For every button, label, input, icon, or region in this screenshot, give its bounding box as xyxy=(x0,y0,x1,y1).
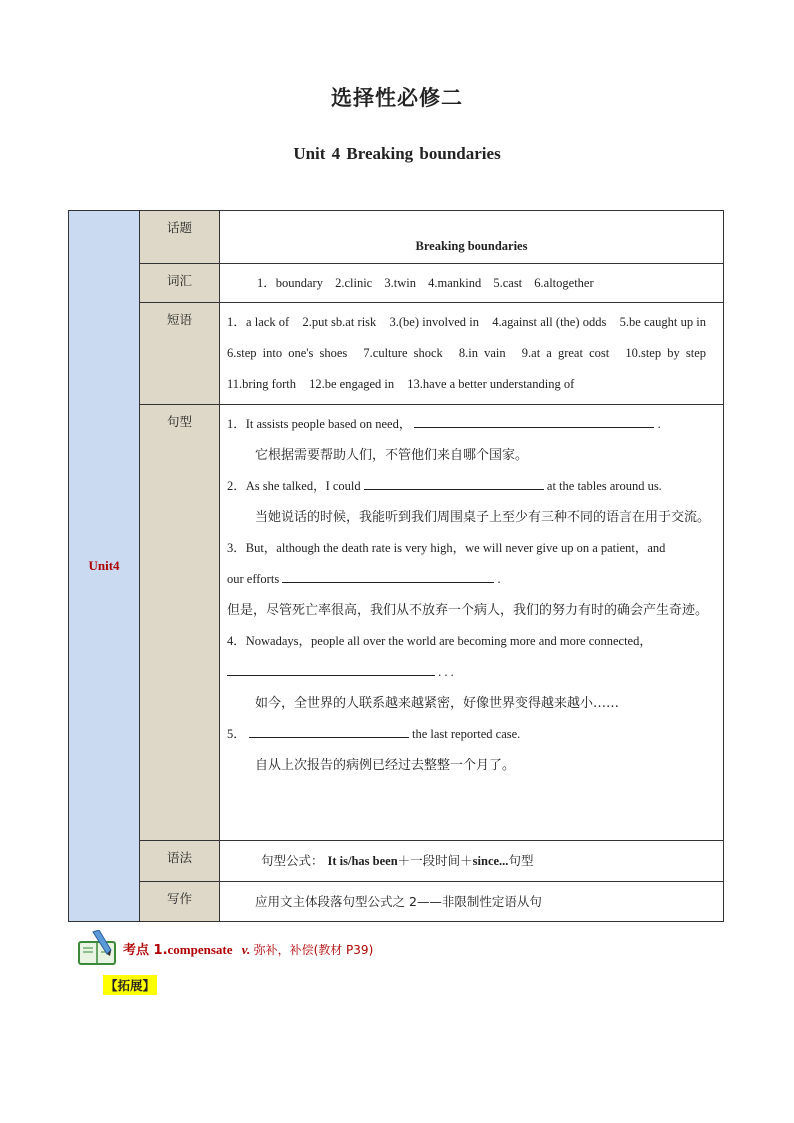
key-point-label: 考点 1. xyxy=(123,942,168,958)
key-point-definition: 弥补，补偿(教材 P39) xyxy=(253,942,374,957)
sentence-1-cn: 它根据需要帮助人们，不管他们来自哪个国家。 xyxy=(255,448,529,463)
blank-3[interactable] xyxy=(282,568,494,583)
sentences-content xyxy=(220,405,724,841)
grammar-formula-d: 句型 xyxy=(508,853,534,868)
page-title: 选择性必修二 xyxy=(331,86,463,110)
sentence-5 xyxy=(227,719,716,750)
phrase-item: 11.bring forth xyxy=(227,377,296,391)
book-pencil-icon xyxy=(77,930,119,966)
phrase-list xyxy=(227,307,716,400)
vocab-item: 5.cast xyxy=(493,276,523,290)
phrases-content xyxy=(220,303,724,405)
sentence-3-text: our efforts xyxy=(227,572,280,586)
grammar-formula-b: ＋一段时间＋ xyxy=(397,853,473,868)
label-grammar: 语法 xyxy=(140,841,220,882)
phrase-item: 13.have a better understanding of xyxy=(407,377,575,391)
label-writing: 写作 xyxy=(140,882,220,922)
label-vocab: 词汇 xyxy=(140,264,220,303)
vocab-item: 4.mankind xyxy=(428,276,482,290)
vocab-list xyxy=(227,268,716,298)
sentence-4-end: . . . xyxy=(438,665,454,679)
phrase-item: 2.put sb.at risk xyxy=(302,315,377,329)
topic-text: Breaking boundaries xyxy=(415,239,528,253)
vocab-item: 3.twin xyxy=(384,276,416,290)
grammar-content xyxy=(220,841,724,882)
phrase-item: 6.step into one's shoes xyxy=(227,346,348,360)
vocab-item: 2.clinic xyxy=(335,276,373,290)
phrase-item: 9.at a great cost xyxy=(521,346,610,360)
grammar-prefix: 句型公式： xyxy=(261,853,324,868)
writing-content xyxy=(220,882,724,922)
key-point-heading xyxy=(77,930,373,966)
sentence-1 xyxy=(227,409,716,440)
sentence-3-end: . xyxy=(497,572,501,586)
sentence-4b xyxy=(227,657,716,688)
extension-tag: 【拓展】 xyxy=(103,975,157,995)
sentence-2-end: at the tables around us. xyxy=(546,479,662,493)
phrase-item: 8.in vain xyxy=(458,346,506,360)
vocab-item: 6.altogether xyxy=(534,276,594,290)
grammar-formula xyxy=(227,845,716,877)
phrase-item: 12.be engaged in xyxy=(309,377,395,391)
writing-text: 应用文主体段落句型公式之 2——非限制性定语从句 xyxy=(255,894,542,909)
sentence-4a: 4．Nowadays，people all over the world are becoming more and more connected， xyxy=(227,634,652,648)
blank-2[interactable] xyxy=(364,475,544,490)
sentence-2-cn: 当她说话的时候，我能听到我们周围桌子上至少有三种不同的语言在用于交流。 xyxy=(255,510,711,525)
blank-5[interactable] xyxy=(249,723,409,738)
phrase-item: 10.step by step xyxy=(625,346,706,360)
key-point-text xyxy=(123,939,373,958)
unit-subtitle: Unit 4 Breaking boundaries xyxy=(293,144,501,163)
label-sentences: 句型 xyxy=(140,405,220,841)
sentence-3b xyxy=(227,564,716,595)
sentence-5-text: the last reported case. xyxy=(412,727,521,741)
sentence-4-cn: 如今，全世界的人联系越来越紧密，好像世界变得越来越小…… xyxy=(255,696,620,711)
phrase-item: 1．a lack of xyxy=(227,315,290,329)
vocab-content xyxy=(220,264,724,303)
sentence-1-end: . xyxy=(657,417,661,431)
phrase-item: 3.(be) involved in xyxy=(389,315,479,329)
sentence-2-text: 2．As she talked，I could xyxy=(227,479,361,493)
phrase-item: 7.culture shock xyxy=(363,346,443,360)
topic-content xyxy=(220,211,724,264)
sentence-5-cn: 自从上次报告的病例已经过去整整一个月了。 xyxy=(255,758,516,773)
label-topic: 话题 xyxy=(140,211,220,264)
sentence-1-text: 1．It assists people based on need， xyxy=(227,417,412,431)
sentence-3a: 3．But，although the death rate is very high，we will never give up on a patient，and xyxy=(227,541,666,555)
grammar-formula-c: since... xyxy=(472,854,509,868)
phrase-item: 4.against all (the) odds xyxy=(492,315,607,329)
blank-1[interactable] xyxy=(414,413,654,428)
phrase-item: 5.be caught up in xyxy=(619,315,707,329)
vocab-item: 1．boundary xyxy=(257,276,323,290)
key-point-word: compensate xyxy=(167,941,233,957)
sentence-3-cn: 但是，尽管死亡率很高，我们从不放弃一个病人，我们的努力有时的确会产生奇迹。 xyxy=(227,603,709,618)
sentence-5-number: 5． xyxy=(227,727,246,741)
unit-summary-table xyxy=(68,210,724,922)
label-phrases: 短语 xyxy=(140,303,220,405)
key-point-pos: v. xyxy=(241,941,251,957)
grammar-formula-a: It is/has been xyxy=(327,854,398,868)
blank-4[interactable] xyxy=(227,661,435,676)
unit-label: Unit4 xyxy=(69,211,140,922)
sentence-2 xyxy=(227,471,716,502)
